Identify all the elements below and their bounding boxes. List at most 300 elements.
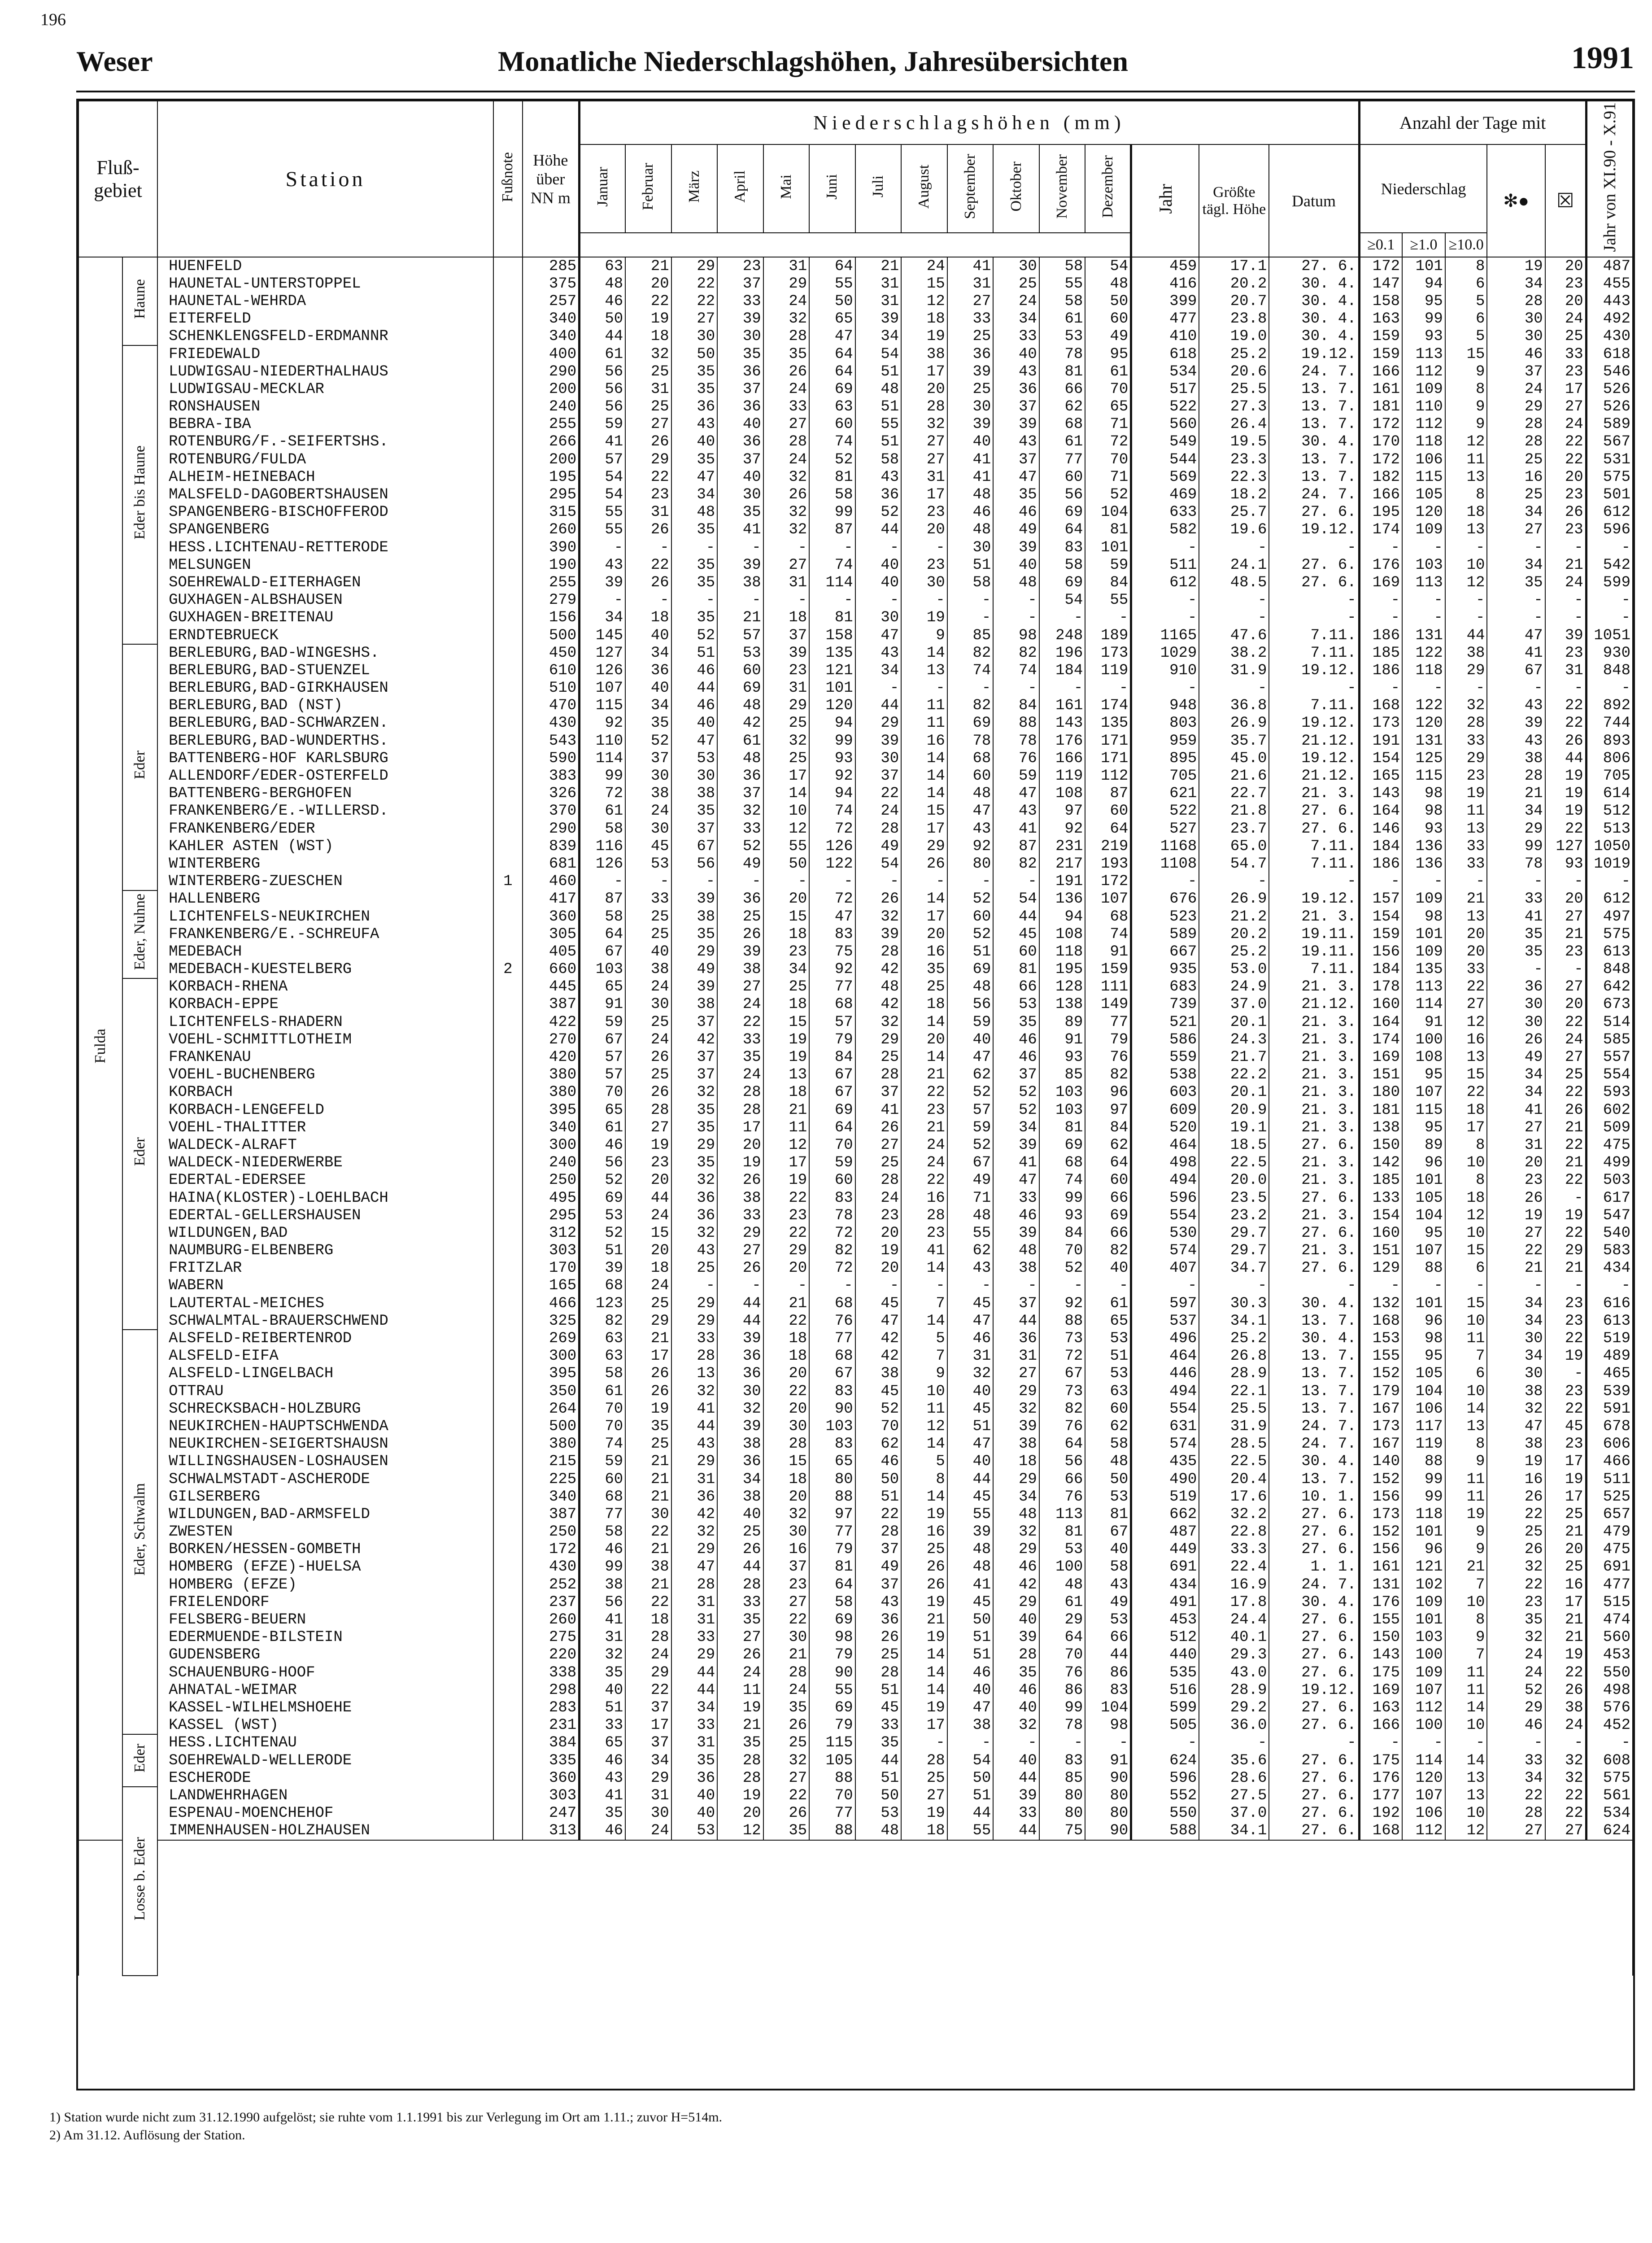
thunder-days: 20 (1545, 1541, 1586, 1558)
station-name: BATTENBERG-BERGHOFEN (157, 785, 493, 803)
year-total: 609 (1131, 1101, 1199, 1119)
thunder-days: 45 (1545, 1418, 1586, 1435)
table-row (78, 1383, 1633, 1400)
month-value: 98 (993, 627, 1039, 644)
month-value: 37 (717, 275, 763, 292)
station-height: 590 (523, 750, 580, 767)
footnote-ref (493, 1453, 523, 1471)
table-row (78, 1629, 1633, 1646)
month-value: 35 (671, 1119, 718, 1136)
days-count: 176 (1359, 1769, 1402, 1787)
station-height: 380 (523, 1066, 580, 1084)
station-name: RONSHAUSEN (157, 398, 493, 416)
month-subheader-blank (580, 233, 1131, 257)
days-count: 98 (1402, 785, 1445, 803)
days-count: 96 (1402, 1541, 1445, 1558)
month-value: 27 (763, 416, 810, 433)
footnote-ref (493, 1664, 523, 1681)
days-count: - (1402, 873, 1445, 890)
month-value: 81 (1039, 363, 1085, 380)
footnote-ref (493, 1541, 523, 1558)
footnote-ref (493, 1154, 523, 1172)
month-value: 44 (993, 1822, 1039, 1840)
hydro-year-total: 705 (1586, 767, 1633, 785)
table-row (78, 398, 1633, 416)
max-daily: 36.0 (1199, 1717, 1269, 1734)
days-count: 101 (1402, 1523, 1445, 1541)
month-value: 105 (809, 1752, 855, 1769)
hydro-year-total: 614 (1586, 785, 1633, 803)
col-month-10: Oktober (993, 144, 1039, 233)
month-value: 18 (901, 996, 947, 1013)
max-date: 19.12. (1269, 890, 1359, 908)
month-value: 46 (947, 504, 994, 521)
max-date: 27. 6. (1269, 1629, 1359, 1646)
year-total: 490 (1131, 1471, 1199, 1488)
days-count: 10 (1445, 1593, 1487, 1611)
month-value: 38 (947, 1717, 994, 1734)
month-value: 33 (993, 1805, 1039, 1822)
month-value: 25 (625, 363, 671, 380)
max-date: 7.11. (1269, 644, 1359, 662)
month-value: 38 (901, 345, 947, 363)
month-value: 43 (671, 416, 718, 433)
month-value: 123 (580, 1295, 626, 1312)
thunder-days: 44 (1545, 750, 1586, 767)
thunder-days: 22 (1545, 1664, 1586, 1681)
month-value: - (717, 592, 763, 609)
table-row (78, 1348, 1633, 1365)
month-value: 82 (1039, 1400, 1085, 1418)
month-value: 158 (809, 627, 855, 644)
month-value: 99 (809, 732, 855, 750)
month-value: 13 (901, 662, 947, 679)
month-value: 40 (717, 416, 763, 433)
month-value: 47 (947, 1312, 994, 1330)
month-value: 34 (671, 1699, 718, 1716)
hydro-year-total: - (1586, 592, 1633, 609)
station-name: NAUMBURG-ELBENBERG (157, 1242, 493, 1260)
month-value: 14 (901, 1646, 947, 1664)
station-height: 338 (523, 1664, 580, 1681)
max-date: 30. 4. (1269, 1593, 1359, 1611)
max-daily: 31.9 (1199, 1418, 1269, 1435)
days-count: 13 (1445, 521, 1487, 539)
month-value: 92 (1039, 820, 1085, 838)
snow-days: 41 (1487, 1101, 1545, 1119)
month-value: 52 (947, 1084, 994, 1101)
station-height: 250 (523, 1172, 580, 1189)
month-value: 72 (809, 1224, 855, 1242)
month-value: 58 (1039, 292, 1085, 310)
month-value: 80 (947, 855, 994, 873)
days-count: 140 (1359, 1453, 1402, 1471)
days-count: 163 (1359, 310, 1402, 328)
station-name: SPANGENBERG (157, 521, 493, 539)
station-name: HOMBERG (EFZE) (157, 1576, 493, 1593)
table-row (78, 1119, 1633, 1136)
station-height: 156 (523, 609, 580, 627)
month-value: 28 (855, 943, 902, 960)
snow-days: 21 (1487, 1260, 1545, 1277)
month-value: 36 (625, 662, 671, 679)
year-total: 569 (1131, 468, 1199, 486)
month-value: 26 (901, 1558, 947, 1576)
footnote-ref (493, 1611, 523, 1628)
snow-days: 27 (1487, 521, 1545, 539)
footnote-ref (493, 1101, 523, 1119)
thunder-days: - (1545, 609, 1586, 627)
days-count: 105 (1402, 1189, 1445, 1207)
year-total: 559 (1131, 1048, 1199, 1066)
hydro-year-total: 453 (1586, 1646, 1633, 1664)
max-daily: 25.5 (1199, 1400, 1269, 1418)
month-value: 19 (901, 609, 947, 627)
station-name: LICHTENFELS-NEUKIRCHEN (157, 908, 493, 925)
month-value: 28 (763, 1664, 810, 1681)
month-value: 68 (809, 996, 855, 1013)
hydro-year-total: 591 (1586, 1400, 1633, 1418)
month-value: 23 (625, 1154, 671, 1172)
month-value: - (625, 539, 671, 556)
thunder-days: 27 (1545, 908, 1586, 925)
days-count: 101 (1402, 1611, 1445, 1628)
month-value: 36 (855, 486, 902, 503)
month-value: 18 (763, 996, 810, 1013)
month-value: 58 (580, 1523, 626, 1541)
station-height: 370 (523, 803, 580, 820)
month-value: 59 (993, 767, 1039, 785)
snow-days: 34 (1487, 1348, 1545, 1365)
month-value: 54 (993, 890, 1039, 908)
month-value: 26 (901, 855, 947, 873)
days-count: 186 (1359, 627, 1402, 644)
month-value: - (993, 1277, 1039, 1295)
year-total: 596 (1131, 1769, 1199, 1787)
days-count: - (1402, 680, 1445, 697)
month-value: 21 (625, 1453, 671, 1471)
month-value: 36 (717, 1453, 763, 1471)
month-value: 24 (763, 1681, 810, 1699)
year-total: 459 (1131, 257, 1199, 275)
table-row (78, 539, 1633, 556)
days-count: - (1445, 1734, 1487, 1752)
days-count: 160 (1359, 996, 1402, 1013)
month-value: 36 (993, 380, 1039, 398)
month-value: 81 (1039, 1119, 1085, 1136)
station-height: 266 (523, 433, 580, 451)
table-row (78, 1717, 1633, 1734)
year-total: 935 (1131, 961, 1199, 978)
station-name: HESS.LICHTENAU (157, 1734, 493, 1752)
month-value: 174 (1085, 697, 1131, 715)
thunder-days: 26 (1545, 504, 1586, 521)
month-value: 184 (1039, 662, 1085, 679)
month-value: 37 (993, 451, 1039, 468)
table-row (78, 1066, 1633, 1084)
year-total: 612 (1131, 574, 1199, 591)
hydro-year-total: 806 (1586, 750, 1633, 767)
days-count: 21 (1445, 1558, 1487, 1576)
month-value: 55 (947, 1506, 994, 1523)
snow-days: - (1487, 609, 1545, 627)
days-count: 98 (1402, 908, 1445, 925)
month-value: 65 (580, 1101, 626, 1119)
station-height: 326 (523, 785, 580, 803)
station-name: GUXHAGEN-ALBSHAUSEN (157, 592, 493, 609)
days-count: 9 (1445, 416, 1487, 433)
snow-days: 23 (1487, 1593, 1545, 1611)
table-row (78, 1541, 1633, 1558)
days-count: 109 (1402, 380, 1445, 398)
footnotes (49, 2108, 722, 2144)
month-value: 30 (625, 1805, 671, 1822)
month-value: 70 (855, 1418, 902, 1435)
table-row (78, 1295, 1633, 1312)
group-label: Eder (122, 978, 157, 1330)
days-count: 142 (1359, 1154, 1402, 1172)
station-height: 300 (523, 1348, 580, 1365)
days-count: 167 (1359, 1436, 1402, 1453)
station-name: BATTENBERG-HOF KARLSBURG (157, 750, 493, 767)
month-value: 45 (855, 1699, 902, 1716)
year-total: 631 (1131, 1418, 1199, 1435)
month-value: 34 (855, 662, 902, 679)
month-value: 40 (993, 1611, 1039, 1628)
month-value: 20 (717, 1136, 763, 1154)
month-value: 23 (901, 1101, 947, 1119)
footnote-ref (493, 644, 523, 662)
days-count: 18 (1445, 1101, 1487, 1119)
month-value: 33 (671, 1330, 718, 1347)
month-value: 36 (671, 1189, 718, 1207)
thunder-days: 21 (1545, 925, 1586, 943)
month-value: 44 (671, 1681, 718, 1699)
month-value: 22 (625, 1523, 671, 1541)
month-value: 29 (901, 838, 947, 855)
table-row (78, 1734, 1633, 1752)
max-daily: 27.5 (1199, 1787, 1269, 1804)
year-total: 434 (1131, 1576, 1199, 1593)
month-value: 62 (947, 1066, 994, 1084)
days-count: 11 (1445, 1681, 1487, 1699)
days-count: 163 (1359, 1699, 1402, 1716)
max-date: 27. 6. (1269, 1136, 1359, 1154)
year-total: 523 (1131, 908, 1199, 925)
table-row (78, 310, 1633, 328)
footnote-ref (493, 978, 523, 996)
month-value: 61 (1085, 363, 1131, 380)
station-name: ALLENDORF/EDER-OSTERFELD (157, 767, 493, 785)
month-value: 85 (947, 627, 994, 644)
max-daily: 26.8 (1199, 1348, 1269, 1365)
footnote-ref (493, 943, 523, 960)
month-value: 28 (625, 1629, 671, 1646)
month-value: 18 (763, 609, 810, 627)
station-height: 240 (523, 1154, 580, 1172)
month-value: 5 (901, 1453, 947, 1471)
month-value: 29 (671, 1312, 718, 1330)
month-value: 171 (1085, 750, 1131, 767)
month-value: 22 (763, 1787, 810, 1804)
hydro-year-total: 509 (1586, 1119, 1633, 1136)
month-value: 82 (993, 855, 1039, 873)
thunder-days: 24 (1545, 310, 1586, 328)
month-value: 66 (1039, 380, 1085, 398)
footnote-ref (493, 328, 523, 345)
thunder-days: - (1545, 1189, 1586, 1207)
hydro-year-total: 540 (1586, 1224, 1633, 1242)
month-value: 52 (947, 890, 994, 908)
month-value: 120 (809, 697, 855, 715)
col-month-11: November (1039, 144, 1085, 233)
station-height: 390 (523, 539, 580, 556)
footnote-ref (493, 1383, 523, 1400)
month-value: 25 (625, 1013, 671, 1031)
month-value: 36 (993, 1330, 1039, 1347)
snow-days: 19 (1487, 1453, 1545, 1471)
month-value: 119 (1085, 662, 1131, 679)
month-value: 9 (901, 627, 947, 644)
month-value: 40 (580, 1681, 626, 1699)
month-value: 64 (1039, 1629, 1085, 1646)
month-value: 43 (1085, 1576, 1131, 1593)
month-value: 37 (993, 1295, 1039, 1312)
thunder-days: 32 (1545, 1769, 1586, 1787)
max-daily: 24.3 (1199, 1031, 1269, 1048)
table-row (78, 1611, 1633, 1628)
days-count: 17 (1445, 1119, 1487, 1136)
max-date: 27. 6. (1269, 1611, 1359, 1628)
footnote-ref (493, 1260, 523, 1277)
month-value: 51 (855, 433, 902, 451)
hydro-year-total: 498 (1586, 1681, 1633, 1699)
table-row (78, 978, 1633, 996)
month-value: 40 (947, 1383, 994, 1400)
month-value: 30 (855, 609, 902, 627)
month-value: 52 (993, 1084, 1039, 1101)
year-total: 491 (1131, 1593, 1199, 1611)
month-value: 49 (1085, 1593, 1131, 1611)
month-value: 193 (1085, 855, 1131, 873)
table-row (78, 1752, 1633, 1769)
month-value: 19 (625, 1400, 671, 1418)
table-row (78, 1681, 1633, 1699)
snow-days: 41 (1487, 644, 1545, 662)
month-value: 14 (763, 785, 810, 803)
hydro-year-total: - (1586, 873, 1633, 890)
month-value: - (580, 873, 626, 890)
month-value: 58 (580, 820, 626, 838)
month-value: 68 (580, 1277, 626, 1295)
table-row (78, 890, 1633, 908)
max-date: 27. 6. (1269, 1822, 1359, 1840)
hydro-year-total: 583 (1586, 1242, 1633, 1260)
month-value: 20 (763, 1488, 810, 1506)
days-count: 156 (1359, 943, 1402, 960)
max-date: 27. 6. (1269, 1541, 1359, 1558)
days-count: 98 (1402, 803, 1445, 820)
days-count: 101 (1402, 1172, 1445, 1189)
max-daily: 65.0 (1199, 838, 1269, 855)
max-date: 21. 3. (1269, 785, 1359, 803)
thunder-days: 31 (1545, 662, 1586, 679)
max-date: 7.11. (1269, 627, 1359, 644)
hydro-year-total: 624 (1586, 1822, 1633, 1840)
month-value: 48 (717, 697, 763, 715)
table-row (78, 1136, 1633, 1154)
station-height: 220 (523, 1646, 580, 1664)
month-value: 81 (993, 961, 1039, 978)
month-value: 17 (763, 1154, 810, 1172)
days-count: 11 (1445, 451, 1487, 468)
month-value: 11 (901, 697, 947, 715)
station-height: 460 (523, 873, 580, 890)
year-total: - (1131, 1277, 1199, 1295)
month-value: 26 (855, 1119, 902, 1136)
year-total: 554 (1131, 1207, 1199, 1224)
month-value: 19 (763, 1031, 810, 1048)
snow-days: 26 (1487, 1031, 1545, 1048)
snow-days: 30 (1487, 1365, 1545, 1383)
max-date: 27. 6. (1269, 1717, 1359, 1734)
month-value: 51 (580, 1242, 626, 1260)
month-value: 67 (1085, 1523, 1131, 1541)
month-value: 74 (1039, 1172, 1085, 1189)
max-daily: 28.5 (1199, 1436, 1269, 1453)
month-value: 23 (855, 1207, 902, 1224)
hydro-year-total: - (1586, 680, 1633, 697)
days-count: 169 (1359, 1048, 1402, 1066)
month-value: 81 (1039, 1523, 1085, 1541)
days-count: 147 (1359, 275, 1402, 292)
month-value: 21 (625, 257, 671, 275)
hydro-year-total: 657 (1586, 1506, 1633, 1523)
year-total: 464 (1131, 1348, 1199, 1365)
days-count: 10 (1445, 1224, 1487, 1242)
year-total: 588 (1131, 1822, 1199, 1840)
month-value: 55 (947, 1224, 994, 1242)
footnote-ref (493, 627, 523, 644)
station-height: 430 (523, 715, 580, 732)
max-date: 13. 7. (1269, 1471, 1359, 1488)
snow-days: 24 (1487, 1646, 1545, 1664)
max-date: 21.12. (1269, 996, 1359, 1013)
days-count: 8 (1445, 380, 1487, 398)
station-name: NEUKIRCHEN-SEIGERTSHAUSN (157, 1436, 493, 1453)
max-daily: 34.7 (1199, 1260, 1269, 1277)
table-row (78, 1031, 1633, 1048)
days-count: 13 (1445, 820, 1487, 838)
days-count: 153 (1359, 1330, 1402, 1347)
station-height: 285 (523, 257, 580, 275)
month-value: 67 (580, 1031, 626, 1048)
footnote-ref (493, 1769, 523, 1787)
month-value: 98 (809, 1629, 855, 1646)
station-name: LANDWEHRHAGEN (157, 1787, 493, 1804)
month-value: 51 (947, 1787, 994, 1804)
month-value: 15 (625, 1224, 671, 1242)
month-value: 48 (947, 1558, 994, 1576)
month-value: 21 (625, 1330, 671, 1347)
month-value: 76 (1039, 1418, 1085, 1435)
month-value: 25 (855, 1048, 902, 1066)
days-count: 103 (1402, 556, 1445, 574)
month-value: - (947, 592, 994, 609)
month-value: 126 (809, 838, 855, 855)
month-value: 34 (717, 1471, 763, 1488)
year-total: 549 (1131, 433, 1199, 451)
